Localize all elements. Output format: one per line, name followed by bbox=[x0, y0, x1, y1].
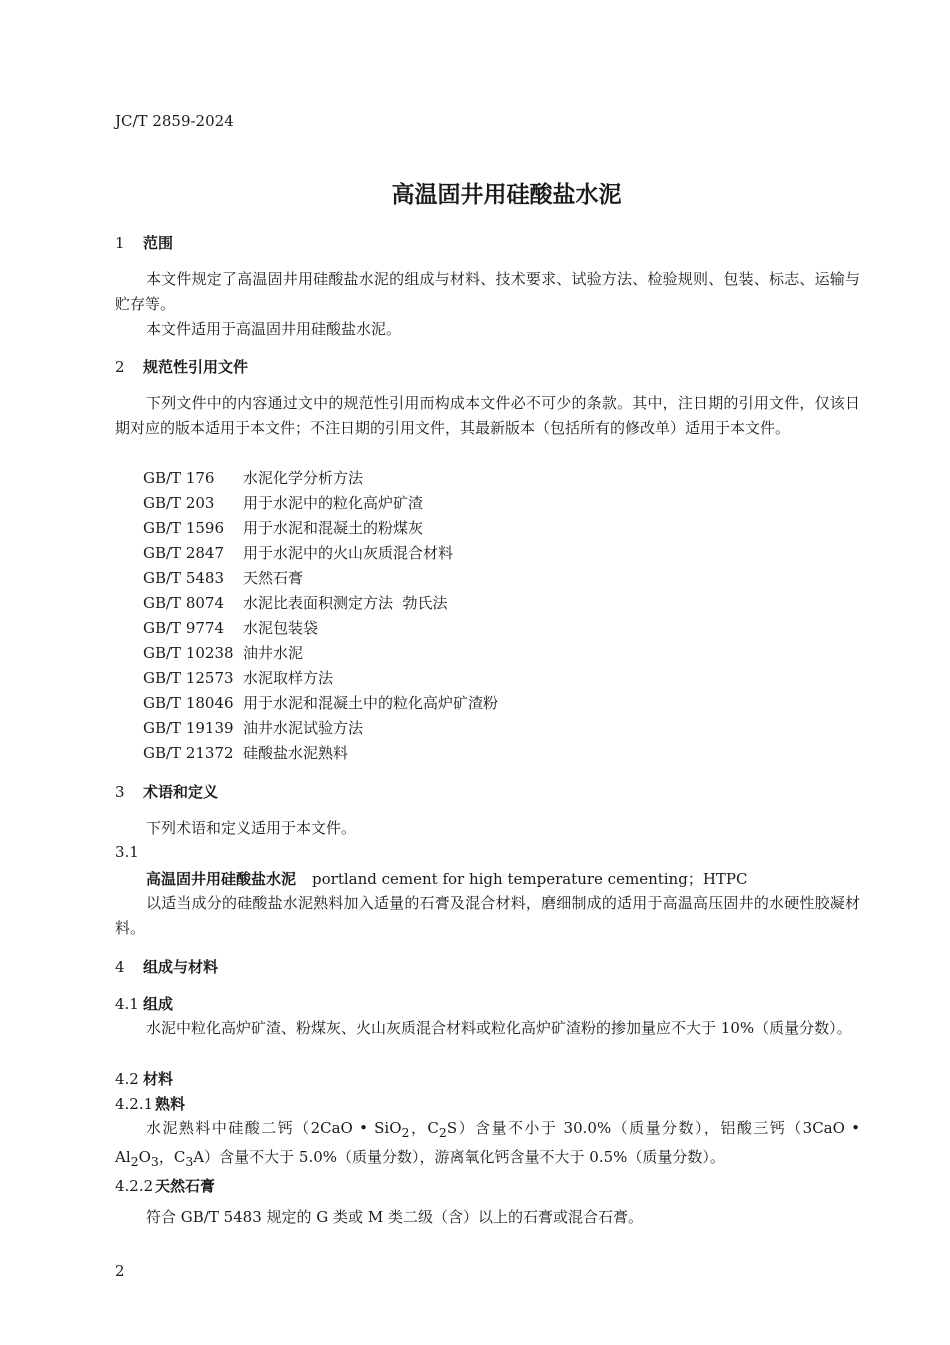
clinker-paragraph bbox=[115, 1116, 860, 1174]
reference-item bbox=[143, 516, 423, 541]
subsection-title: 天然石膏 bbox=[155, 1177, 216, 1195]
reference-title: 用于水泥中的火山灰质混合材料 bbox=[243, 544, 454, 562]
reference-code: GB/T 1596 bbox=[143, 519, 225, 537]
term-entry bbox=[146, 868, 747, 889]
reference-item bbox=[143, 666, 333, 691]
reference-title: 水泥取样方法 bbox=[243, 669, 334, 687]
clinker-text: A）含量不大于 5.0%（质量分数），游离氧化钙含量不大于 0.5%（质量分数）。 bbox=[193, 1148, 725, 1166]
subscript: 2 bbox=[130, 1154, 139, 1169]
reference-title: 水泥包装袋 bbox=[243, 619, 319, 637]
section-title: 术语和定义 bbox=[143, 783, 219, 801]
subsection-4-2-heading bbox=[115, 1068, 173, 1089]
term-definition: 以适当成分的硅酸盐水泥熟料加入适量的石膏及混合材料，磨细制成的适用于高温高压固井的水硬性胶凝材料。 bbox=[115, 894, 860, 937]
subsection-title: 材料 bbox=[143, 1070, 174, 1088]
term-number: 3.1 bbox=[115, 843, 139, 861]
scope-paragraph-2: 本文件适用于高温固井用硅酸盐水泥。 bbox=[146, 320, 402, 338]
reference-code: GB/T 9774 bbox=[143, 619, 225, 637]
reference-title: 水泥化学分析方法 bbox=[243, 469, 364, 487]
page-number: 2 bbox=[115, 1262, 125, 1280]
clinker-text: 水泥熟料中硅酸二钙（2CaO • SiO bbox=[146, 1119, 402, 1137]
reference-code: GB/T 5483 bbox=[143, 569, 225, 587]
clinker-text: O bbox=[138, 1148, 151, 1166]
reference-title: 用于水泥和混凝土的粉煤灰 bbox=[243, 519, 424, 537]
reference-title: 用于水泥中的粒化高炉矿渣 bbox=[243, 494, 424, 512]
reference-title: 用于水泥和混凝土中的粒化高炉矿渣粉 bbox=[243, 694, 499, 712]
reference-title: 天然石膏 bbox=[243, 569, 304, 587]
clinker-text: ，C bbox=[409, 1119, 439, 1137]
reference-code: GB/T 8074 bbox=[143, 594, 225, 612]
composition-paragraph: 水泥中粒化高炉矿渣、粉煤灰、火山灰质混合材料或粒化高炉矿渣粉的掺加量应不大于 10%（质量分数）。 bbox=[146, 1019, 852, 1037]
reference-code: GB/T 21372 bbox=[143, 744, 234, 762]
reference-code: GB/T 2847 bbox=[143, 544, 225, 562]
section-number: 1 bbox=[115, 234, 125, 252]
standard-code: JC/T 2859-2024 bbox=[115, 112, 234, 130]
section-3-heading bbox=[115, 781, 218, 802]
subsection-number: 4.2.2 bbox=[115, 1177, 154, 1195]
subscript: 2 bbox=[401, 1125, 410, 1140]
section-number: 4 bbox=[115, 958, 125, 976]
reference-code: GB/T 203 bbox=[143, 494, 215, 512]
reference-item bbox=[143, 491, 423, 516]
term-english: portland cement for high temperature cementing；HTPC bbox=[312, 870, 748, 888]
reference-item bbox=[143, 691, 498, 716]
reference-item bbox=[143, 591, 448, 616]
reference-item bbox=[143, 566, 303, 591]
document-title: 高温固井用硅酸盐水泥 bbox=[391, 182, 622, 208]
section-2-heading bbox=[115, 356, 248, 377]
subsection-number: 4.1 bbox=[115, 995, 139, 1013]
reference-code: GB/T 10238 bbox=[143, 644, 234, 662]
section-title: 范围 bbox=[143, 234, 174, 252]
reference-title: 油井水泥 bbox=[243, 644, 304, 662]
scope-paragraph-1: 本文件规定了高温固井用硅酸盐水泥的组成与材料、技术要求、试验方法、检验规则、包装、标志、运输与贮存等。 bbox=[115, 270, 860, 313]
subsection-title: 组成 bbox=[143, 995, 174, 1013]
section-number: 3 bbox=[115, 783, 125, 801]
subsection-number: 4.2 bbox=[115, 1070, 139, 1088]
subscript: 2 bbox=[438, 1125, 447, 1140]
subscript: 3 bbox=[185, 1154, 194, 1169]
reference-title: 硅酸盐水泥熟料 bbox=[243, 744, 349, 762]
reference-title: 油井水泥试验方法 bbox=[243, 719, 364, 737]
section-title: 组成与材料 bbox=[143, 958, 219, 976]
gypsum-paragraph: 符合 GB/T 5483 规定的 G 类或 M 类二级（含）以上的石膏或混合石膏。 bbox=[146, 1208, 643, 1226]
section-4-heading bbox=[115, 956, 218, 977]
reference-title: 水泥比表面积测定方法 勃氏法 bbox=[243, 594, 448, 612]
reference-item bbox=[143, 541, 453, 566]
subsection-4-1-heading bbox=[115, 993, 173, 1014]
reference-item bbox=[143, 716, 363, 741]
subsection-4-2-2-heading bbox=[115, 1175, 215, 1196]
subsection-number: 4.2.1 bbox=[115, 1095, 154, 1113]
reference-code: GB/T 176 bbox=[143, 469, 215, 487]
terms-intro-paragraph: 下列术语和定义适用于本文件。 bbox=[146, 819, 357, 837]
reference-code: GB/T 19139 bbox=[143, 719, 234, 737]
section-1-heading bbox=[115, 232, 173, 253]
reference-code: GB/T 12573 bbox=[143, 669, 234, 687]
clinker-text: S）含量不小于 30.0%（质量分数），铝酸三钙（3CaO • Al bbox=[115, 1119, 861, 1166]
subscript: 3 bbox=[150, 1154, 159, 1169]
reference-item bbox=[143, 641, 303, 666]
normative-references-paragraph: 下列文件中的内容通过文中的规范性引用而构成本文件必不可少的条款。其中，注日期的引用文件，仅该日期对应的版本适用于本文件；不注日期的引用文件，其最新版本（包括所有的修改单）适用于本文件。 bbox=[115, 394, 860, 437]
section-number: 2 bbox=[115, 358, 125, 376]
clinker-text: ，C bbox=[158, 1148, 186, 1166]
reference-code: GB/T 18046 bbox=[143, 694, 234, 712]
reference-item bbox=[143, 741, 348, 766]
reference-item bbox=[143, 466, 363, 491]
reference-item bbox=[143, 616, 318, 641]
term-chinese: 高温固井用硅酸盐水泥 bbox=[146, 870, 297, 888]
subsection-4-2-1-heading bbox=[115, 1093, 185, 1114]
section-title: 规范性引用文件 bbox=[143, 358, 249, 376]
subsection-title: 熟料 bbox=[155, 1095, 186, 1113]
